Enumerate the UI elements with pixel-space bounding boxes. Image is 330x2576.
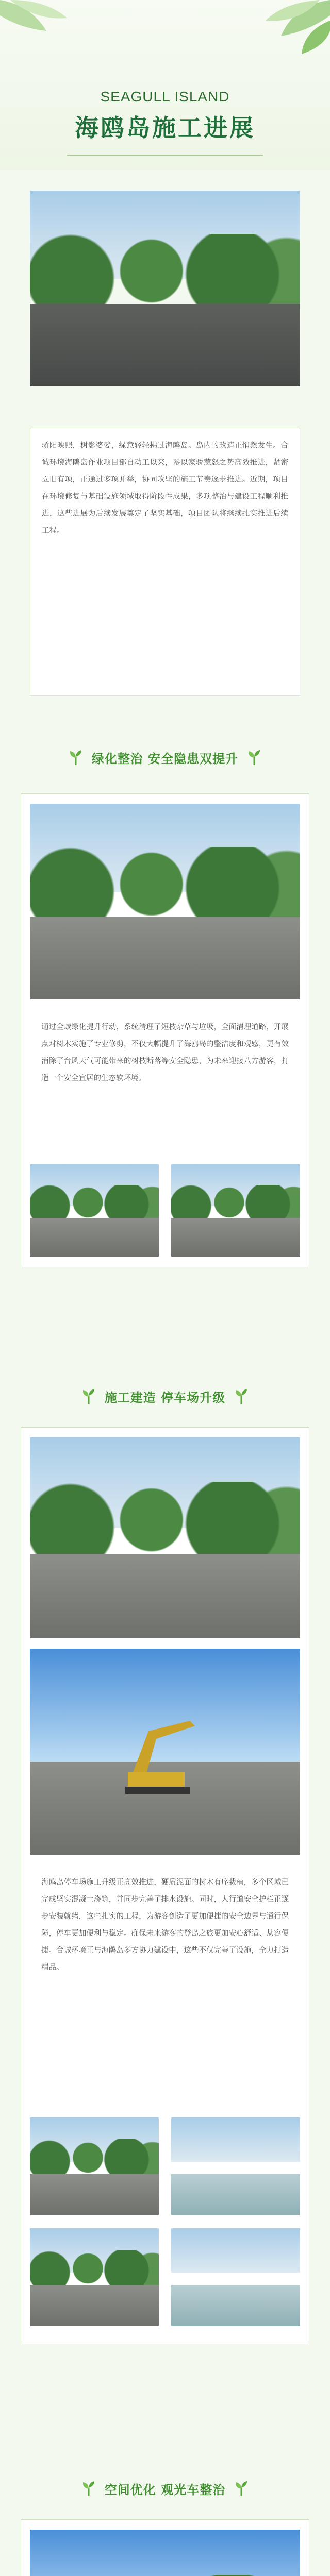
space-hero-photo [30, 2530, 300, 2576]
sprout-icon [233, 1387, 250, 1405]
section2-text: 海鸥岛停车场施工升级正高效推进，硬质泥面的树木有序栽植，多个区域已完成坚实混凝土浇筑，并同步完善了排水设施。同时，人行道安全护栏正逐步安装就绪，这些扎实的工程，为游客创造了更加便捷的安全边界与通行保障，停车更加便利与稳定。确保未来游客的登岛之旅更加安心舒适、从容便捷。合诚环境正与海鸥岛多方协力建设中，这些不仅完善了设施，全力打造精品。 [30, 1865, 300, 2097]
intro-text: 骄阳映照，树影婆娑，绿意轻轻拂过海鸥岛。岛内的改造正悄然发生。合诚环境海鸥岛作业项目部自动工以来，参以家骄惹怒之势高效推进，紧密立旧有项，正通过多项并举，协同攻坚的施工节奏逐步推进。近期，项目在环境修复与基础设施领域取得阶段性成果，多项整治与建设工程顺利推进，这些进展为后续发展奠定了坚实基础，项目团队将继续扎实推进后续工程。 [30, 428, 300, 696]
hero-photo [30, 191, 300, 386]
section-title: 空间优化 观光车整治 [104, 2482, 226, 2497]
page-title: 海鸥岛施工进展 [75, 114, 255, 142]
sprout-icon [67, 749, 85, 766]
sprout-icon [233, 2480, 250, 2497]
section-title: 绿化整治 安全隐患双提升 [91, 751, 239, 766]
parking-thumb-3 [30, 2228, 159, 2326]
parking-photo-2-excavator [30, 1649, 300, 1855]
greening-photo [30, 804, 300, 999]
parking-photo-1 [30, 1437, 300, 1638]
greening-thumb-left [30, 1164, 159, 1257]
sprout-icon [80, 1387, 97, 1405]
leaf-decoration-icon [0, 0, 77, 57]
section-header-greening [0, 742, 330, 773]
greening-thumb-right [171, 1164, 300, 1257]
section-header-parking [0, 1381, 330, 1412]
title-divider [67, 155, 263, 156]
section-title: 施工建造 停车场升级 [104, 1390, 226, 1405]
parking-thumb-4 [171, 2228, 300, 2326]
excavator-icon [118, 1710, 216, 1798]
parking-thumb-1 [30, 2117, 159, 2215]
section1-text: 通过全域绿化提升行动，系统清理了短枝杂草与垃圾，全面清理道路，开展点对树木实施了专业修剪，不仅大幅提升了海鸥岛的整洁度和观感，更有效消除了台风天气可能带来的树枝断落等安全隐患，为未来迎接八方游客，打造一个安全宜居的生态软环境。 [30, 1010, 300, 1149]
hero-header [0, 0, 330, 170]
sprout-icon [245, 749, 263, 766]
english-subtitle: SEAGULL ISLAND [100, 89, 230, 105]
sprout-icon [80, 2480, 97, 2497]
section-header-space [0, 2473, 330, 2504]
parking-thumb-2 [171, 2117, 300, 2215]
leaf-decoration-icon [253, 0, 330, 57]
